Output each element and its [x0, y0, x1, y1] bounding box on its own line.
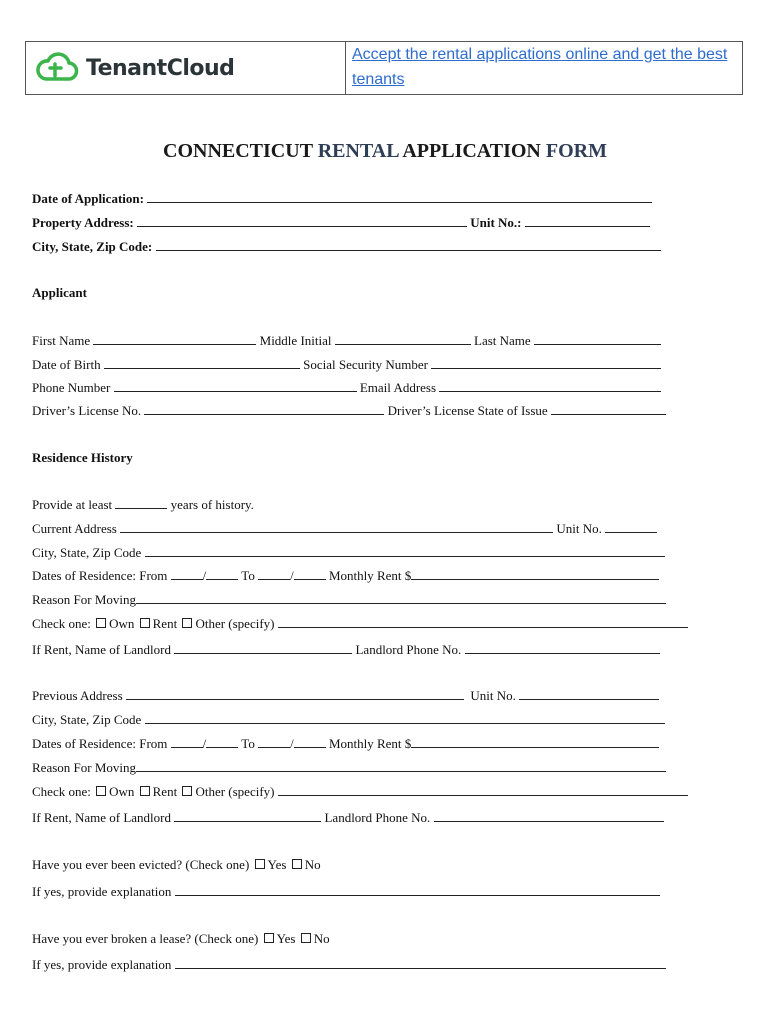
current-to-year[interactable] [294, 567, 326, 580]
years-field[interactable] [115, 496, 167, 509]
current-city-field[interactable] [145, 544, 665, 557]
phone-field[interactable] [114, 379, 357, 392]
previous-landlord-phone-field[interactable] [434, 809, 664, 822]
property-address-field[interactable] [137, 214, 467, 227]
current-city-row: City, State, Zip Code [32, 544, 665, 561]
middle-initial-field[interactable] [335, 332, 471, 345]
broken-explain-field[interactable] [175, 956, 666, 969]
other-checkbox[interactable] [182, 618, 192, 628]
rent-checkbox[interactable] [140, 618, 150, 628]
dob-row: Date of Birth Social Security Number [32, 356, 661, 373]
current-landlord-row: If Rent, Name of Landlord Landlord Phone No. [32, 641, 660, 658]
promo-cell [346, 42, 742, 94]
license-row: Driver’s License No. Driver’s License State of Issue [32, 402, 666, 419]
first-name-field[interactable] [93, 332, 256, 345]
current-from-year[interactable] [206, 567, 238, 580]
promo-link[interactable]: Accept the rental applications online and get the best tenants [352, 46, 728, 88]
broken-explain-row: If yes, provide explanation [32, 956, 666, 973]
previous-address-row: Previous Address Unit No. [32, 687, 659, 704]
own-checkbox[interactable] [96, 618, 106, 628]
previous-to-month[interactable] [258, 735, 290, 748]
prev-own-checkbox[interactable] [96, 786, 106, 796]
license-state-field[interactable] [551, 402, 666, 415]
current-reason-field[interactable] [136, 591, 666, 604]
date-of-application-row: Date of Application: [32, 190, 652, 207]
applicant-heading: Applicant [32, 285, 87, 300]
current-dates-row: Dates of Residence: From / To / Monthly Rent $ [32, 567, 659, 584]
name-row: First Name Middle Initial Last Name [32, 332, 661, 349]
previous-reason-field[interactable] [136, 759, 666, 772]
property-city-field[interactable] [156, 238, 661, 251]
previous-city-row: City, State, Zip Code [32, 711, 665, 728]
page-title: CONNECTICUT RENTAL APPLICATION FORM [163, 140, 607, 162]
previous-to-year[interactable] [294, 735, 326, 748]
current-rent-field[interactable] [411, 567, 659, 580]
previous-reason-row: Reason For Moving [32, 759, 666, 776]
previous-dates-row: Dates of Residence: From / To / Monthly Rent $ [32, 735, 659, 752]
broken-yes-checkbox[interactable] [264, 933, 274, 943]
current-address-row: Current Address Unit No. [32, 520, 657, 537]
current-unit-field[interactable] [605, 520, 657, 533]
broken-no-checkbox[interactable] [301, 933, 311, 943]
evicted-row: Have you ever been evicted? (Check one) Yes No [32, 857, 321, 872]
previous-unit-field[interactable] [519, 687, 659, 700]
prev-other-specify-field[interactable] [278, 783, 688, 796]
email-field[interactable] [439, 379, 661, 392]
current-landlord-phone-field[interactable] [465, 641, 660, 654]
current-address-field[interactable] [120, 520, 553, 533]
logo [26, 42, 346, 94]
current-from-month[interactable] [171, 567, 203, 580]
last-name-field[interactable] [534, 332, 661, 345]
prev-rent-checkbox[interactable] [140, 786, 150, 796]
evicted-explain-row: If yes, provide explanation [32, 883, 660, 900]
property-address-row: Property Address: Unit No.: [32, 214, 650, 231]
other-specify-field[interactable] [278, 615, 688, 628]
residence-heading: Residence History [32, 450, 133, 465]
date-field[interactable] [147, 190, 652, 203]
prev-other-checkbox[interactable] [182, 786, 192, 796]
ssn-field[interactable] [431, 356, 661, 369]
evicted-no-checkbox[interactable] [292, 859, 302, 869]
current-to-month[interactable] [258, 567, 290, 580]
broken-lease-row: Have you ever broken a lease? (Check one) Yes No [32, 931, 330, 946]
brand-name: TenantCloud [86, 55, 235, 81]
evicted-yes-checkbox[interactable] [255, 859, 265, 869]
previous-landlord-row: If Rent, Name of Landlord Landlord Phone No. [32, 809, 664, 826]
current-reason-row: Reason For Moving [32, 591, 666, 608]
phone-row: Phone Number Email Address [32, 379, 661, 396]
property-unit-field[interactable] [525, 214, 650, 227]
header-box [25, 41, 743, 95]
dob-field[interactable] [104, 356, 300, 369]
current-check-row: Check one: Own Rent Other (specify) [32, 615, 688, 632]
previous-address-field[interactable] [126, 687, 464, 700]
previous-city-field[interactable] [145, 711, 665, 724]
cloud-logo-icon [34, 52, 80, 84]
license-field[interactable] [144, 402, 384, 415]
previous-landlord-field[interactable] [174, 809, 321, 822]
previous-check-row: Check one: Own Rent Other (specify) [32, 783, 688, 800]
previous-from-year[interactable] [206, 735, 238, 748]
years-row: Provide at least years of history. [32, 497, 254, 512]
evicted-explain-field[interactable] [175, 883, 660, 896]
current-landlord-field[interactable] [174, 641, 352, 654]
previous-from-month[interactable] [171, 735, 203, 748]
property-city-row: City, State, Zip Code: [32, 238, 661, 255]
previous-rent-field[interactable] [411, 735, 659, 748]
